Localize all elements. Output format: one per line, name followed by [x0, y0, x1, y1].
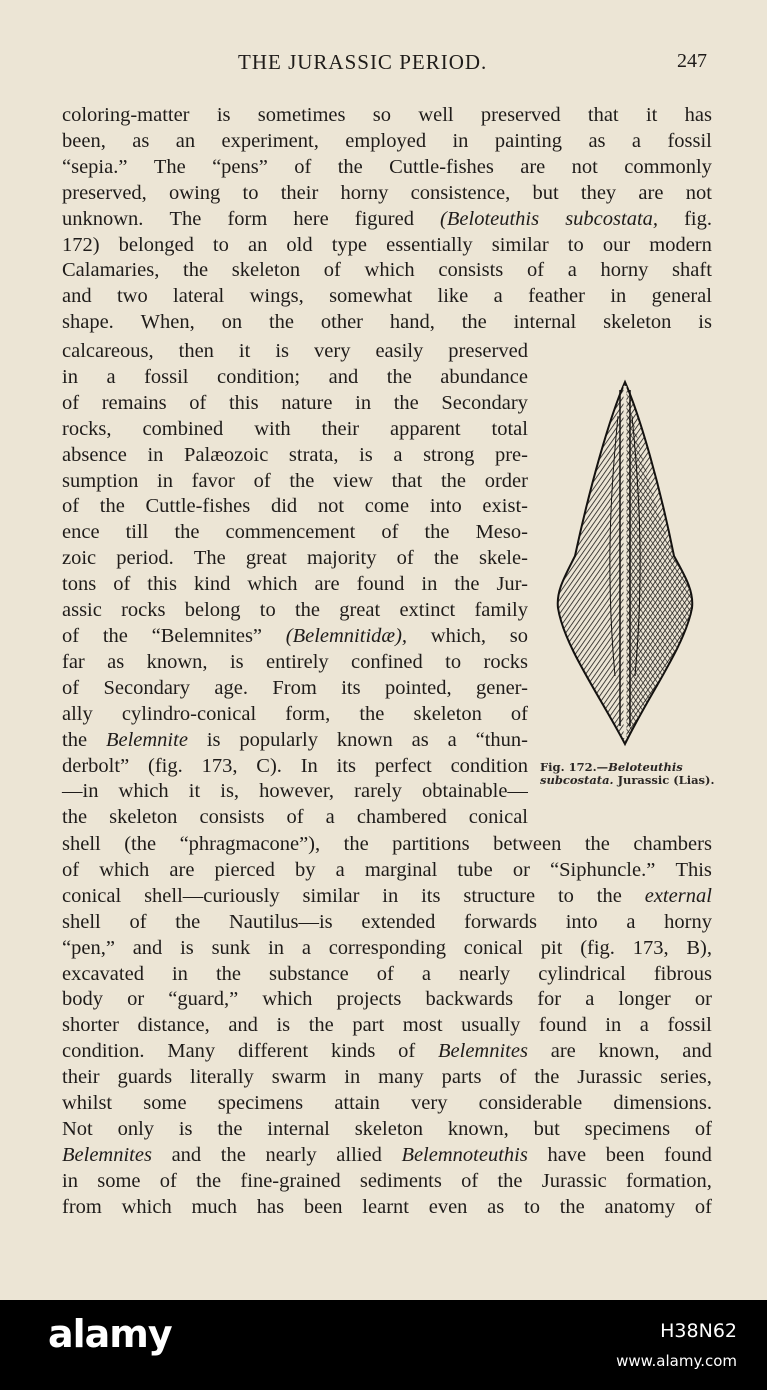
text-line: Not only is the internal skeleton known, but specimens of [62, 1117, 712, 1140]
text-line: calcareous, then it is very easily preserved [62, 340, 528, 362]
paragraph-bottom [62, 832, 712, 1221]
text-line: and two lateral wings, somewhat like a feather in general [62, 285, 712, 308]
beloteuthis-fossil-illustration [540, 376, 715, 756]
page-number: 247 [677, 50, 707, 72]
text-line: their guards literally swarm in many parts of the Jurassic series, [62, 1066, 712, 1089]
watermark-footer [0, 1300, 767, 1390]
text-line: of which are pierced by a marginal tube or “Siphuncle.” This [62, 858, 712, 881]
image-id: H38N62 [660, 1320, 737, 1342]
text-line: 172) belonged to an old type essentially similar to our modern [62, 233, 712, 256]
text-line: rocks, combined with their apparent total [62, 417, 528, 440]
text-line: unknown. The form here figured (Beloteuthis subcostata, fig. [62, 207, 712, 230]
text-line: Calamaries, the skeleton of which consists of a horny shaft [62, 259, 712, 282]
text-line: ally cylindro-conical form, the skeleton of [62, 702, 528, 725]
text-line: assic rocks belong to the great extinct family [62, 599, 528, 622]
text-line: tons of this kind which are found in the Jur- [62, 573, 528, 596]
text-line: shape. When, on the other hand, the internal skeleton is [62, 311, 712, 334]
text-line: the Belemnite is popularly known as a “thun- [62, 728, 528, 751]
text-line: whilst some specimens attain very considerable dimensions. [62, 1092, 712, 1115]
paragraph-wrapped-left [62, 339, 528, 831]
text-line: in a fossil condition; and the abundance [62, 365, 528, 388]
text-line: of Secondary age. From its pointed, gener- [62, 676, 528, 699]
text-line: zoic period. The great majority of the skele- [62, 547, 528, 570]
text-line: of the “Belemnites” (Belemnitidæ), which, so [62, 624, 528, 647]
text-line: sumption in favor of the view that the order [62, 469, 528, 492]
text-line: the skeleton consists of a chambered conical [62, 806, 528, 829]
running-title: THE JURASSIC PERIOD. [238, 50, 488, 74]
text-line: coloring-matter is sometimes so well preserved that it has [62, 104, 712, 126]
caption-species: Beloteuthis subcostata. [540, 760, 683, 787]
text-line: far as known, is entirely confined to rocks [62, 650, 528, 673]
text-line: of the Cuttle-fishes did not come into exist- [62, 495, 528, 518]
text-line: shorter distance, and is the part most usually found in a fossil [62, 1014, 712, 1037]
text-line: excavated in the substance of a nearly cylindrical fibrous [62, 962, 712, 985]
text-line: absence in Palæozoic strata, is a strong pre- [62, 443, 528, 466]
caption-age: Jurassic (Lias). [613, 773, 715, 787]
figure-172 [540, 376, 715, 816]
text-line: in some of the fine-grained sediments of the Jurassic formation, [62, 1169, 712, 1192]
text-line: “pen,” and is sunk in a corresponding conical pit (fig. 173, B), [62, 936, 712, 959]
text-line: shell (the “phragmacone”), the partitions between the chambers [62, 833, 712, 855]
text-line: condition. Many different kinds of Belemnites are known, and [62, 1040, 712, 1063]
text-line: Belemnites and the nearly allied Belemnoteuthis have been found [62, 1143, 712, 1166]
text-line: from which much has been learnt even as to the anatomy of [62, 1195, 712, 1218]
text-line: preserved, owing to their horny consistence, but they are not [62, 181, 712, 204]
caption-label: Fig. 172.— [540, 760, 609, 774]
figure-caption [540, 761, 715, 787]
text-line: derbolt” (fig. 173, C). In its perfect condition [62, 754, 528, 777]
paragraph-top [62, 103, 712, 336]
alamy-logo: alamy [48, 1312, 172, 1356]
text-line: “sepia.” The “pens” of the Cuttle-fishes are not commonly [62, 155, 712, 178]
page-header [0, 50, 767, 80]
text-line: —in which it is, however, rarely obtainable— [62, 780, 528, 803]
text-line: ence till the commencement of the Meso- [62, 521, 528, 544]
text-line: been, as an experiment, employed in painting as a fossil [62, 129, 712, 152]
text-line: shell of the Nautilus—is extended forwards into a horny [62, 910, 712, 933]
text-line: conical shell—curiously similar in its structure to the external [62, 884, 712, 907]
text-line: of remains of this nature in the Secondary [62, 391, 528, 414]
text-line: body or “guard,” which projects backwards for a longer or [62, 988, 712, 1011]
brand-url: www.alamy.com [616, 1352, 737, 1370]
